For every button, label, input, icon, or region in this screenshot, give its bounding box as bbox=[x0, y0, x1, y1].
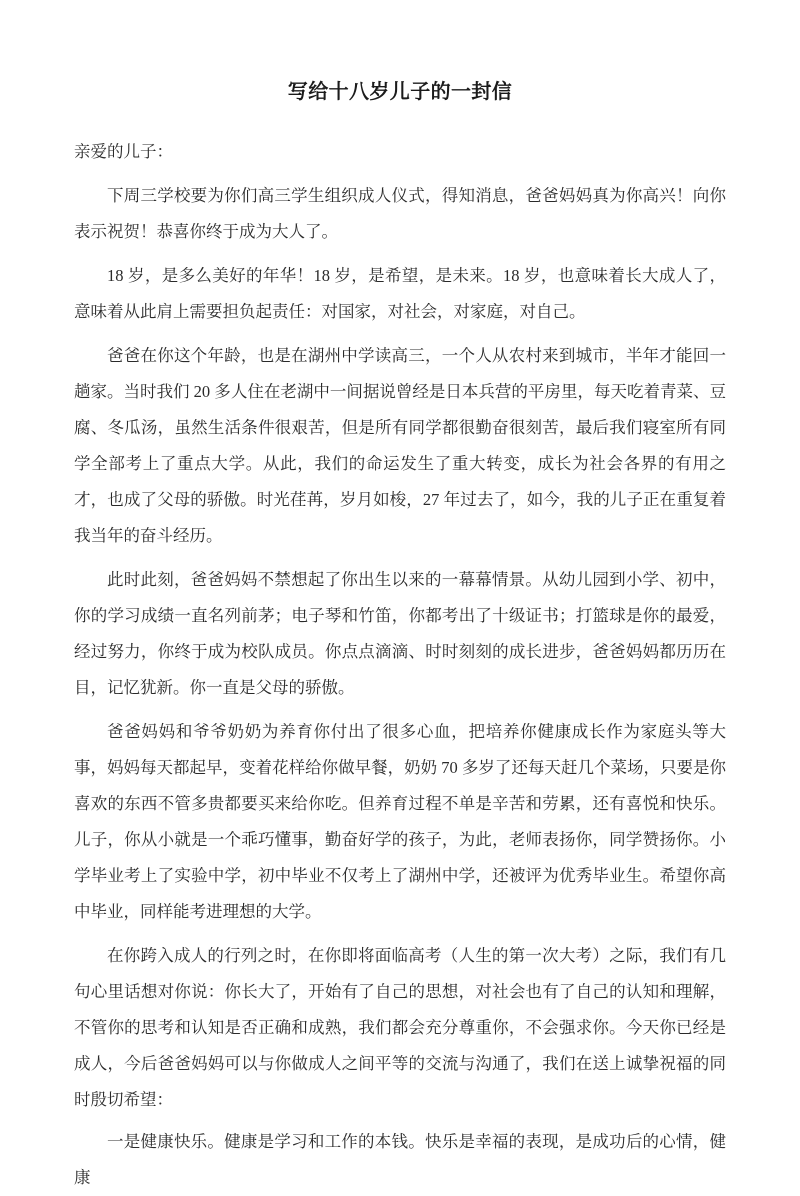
body-paragraph-1: 下周三学校要为你们高三学生组织成人仪式，得知消息，爸爸妈妈真为你高兴！向你表示祝贺！恭喜你终于成为大人了。 bbox=[74, 186, 726, 241]
document-body bbox=[74, 0, 726, 1196]
page-title: 写给十八岁儿子的一封信 bbox=[287, 81, 513, 103]
body-paragraph-6: 在你跨入成人的行列之时，在你即将面临高考（人生的第一次大考）之际，我们有几句心里话想对你说：你长大了，开始有了自己的思想，对社会也有了自己的认知和理解，不管你的思考和认知是否正确和成熟，我们都会充分尊重你，不会强求你。今天你已经是成人，今后爸爸妈妈可以与你做成人之间平等的交流与沟通了，我们在送上诚挚祝福的同时殷切希望： bbox=[74, 946, 726, 1109]
body-paragraph-7: 一是健康快乐。健康是学习和工作的本钱。快乐是幸福的表现，是成功后的心情，健康 bbox=[74, 1132, 726, 1187]
salutation-line: 亲爱的儿子： bbox=[74, 142, 173, 161]
body-paragraph-4: 此时此刻，爸爸妈妈不禁想起了你出生以来的一幕幕情景。从幼儿园到小学、初中，你的学习成绩一直名列前茅；电子琴和竹笛，你都考出了十级证书；打篮球是你的最爱，经过努力，你终于成为校队成员。你点点滴滴、时时刻刻的成长进步，爸爸妈妈都历历在目，记忆犹新。你一直是父母的骄傲。 bbox=[74, 570, 726, 697]
body-paragraph-2: 18 岁，是多么美好的年华！18 岁，是希望，是未来。18 岁，也意味着长大成人了，意味着从此肩上需要担负起责任：对国家，对社会，对家庭，对自己。 bbox=[74, 266, 726, 321]
body-paragraph-5: 爸爸妈妈和爷爷奶奶为养育你付出了很多心血，把培养你健康成长作为家庭头等大事，妈妈每天都起早，变着花样给你做早餐，奶奶 70 多岁了还每天赶几个菜场，只要是你喜欢的东西不管多贵都要买来给你吃。但养育过程不单是辛苦和劳累，还有喜悦和快乐。儿子，你从小就是一个乖巧懂事，勤奋好学的孩子，为此，老师表扬你，同学赞扬你。小学毕业考上了实验中学，初中毕业不仅考上了湖州中学，还被评为优秀毕业生。希望你高中毕业，同样能考进理想的大学。 bbox=[74, 722, 726, 921]
body-paragraph-3: 爸爸在你这个年龄，也是在湖州中学读高三，一个人从农村来到城市，半年才能回一趟家。当时我们 20 多人住在老湖中一间据说曾经是日本兵营的平房里，每天吃着青菜、豆腐、冬瓜汤，虽然生活条件很艰苦，但是所有同学都很勤奋很刻苦，最后我们寝室所有同学全部考上了重点大学。从此，我们的命运发生了重大转变，成长为社会各界的有用之才，也成了父母的骄傲。时光荏苒，岁月如梭，27 年过去了，如今，我的儿子正在重复着我当年的奋斗经历。 bbox=[74, 346, 726, 545]
